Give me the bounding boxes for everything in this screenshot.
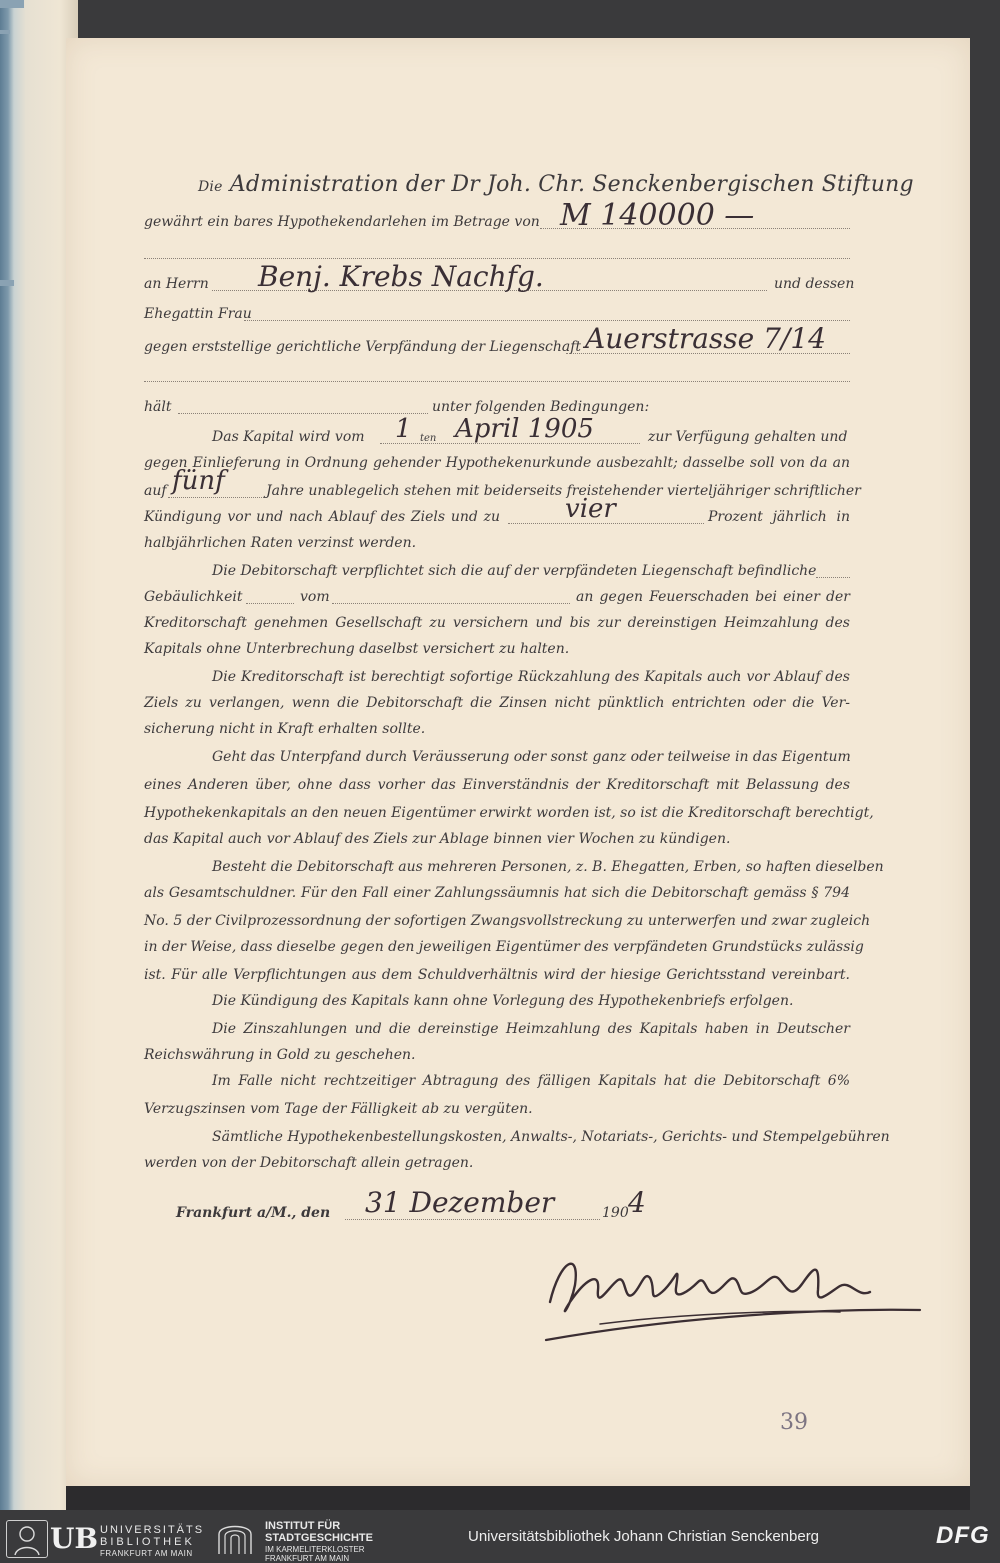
property-label: gegen erststellige gerichtliche Verpfändung der Liegenschaft (144, 339, 582, 355)
interest-rate-handwritten: vier (565, 494, 616, 524)
holds-label: hält (144, 399, 172, 415)
p9-line2: werden von der Debitorschaft allein getragen. (144, 1155, 474, 1171)
borrower-handwritten: Benj. Krebs Nachfg. (258, 260, 544, 293)
credit-text: Universitätsbibliothek Johann Christian Senckenberg (468, 1528, 820, 1545)
p4-line2: eines Anderen über, ohne dass vorher das Einverständnis der Kreditorschaft mit Belassung des (144, 777, 850, 793)
from-field (332, 603, 570, 604)
p3-line1: Die Kreditorschaft ist berechtigt sofortige Rückzahlung des Kapitals auch vor Ablauf des (212, 669, 850, 685)
cond1-line2: gegen Einlieferung in Ordnung gehender Hypothekenurkunde ausbezahlt; dasselbe soll von da an (144, 455, 850, 471)
spouse-field (244, 320, 850, 321)
ub-text-1: UNIVERSITÄTS (100, 1524, 205, 1536)
p4-line3: Hypothekenkapitals an den neuen Eigentümer erwirkt worden ist, so ist die Kreditorschaft berechtigt, (144, 805, 874, 821)
footer-bar (0, 1510, 1000, 1563)
building-field (246, 603, 294, 604)
p8-line2: Verzugszinsen vom Tage der Fälligkeit ab zu vergüten. (144, 1101, 533, 1117)
p2-line1: Die Debitorschaft verpflichtet sich die auf der verpfändeten Liegenschaft befindliche (212, 563, 817, 579)
heading-title: Administration der Dr Joh. Chr. Senckenbergischen Stiftung (229, 172, 914, 197)
spouse-label: Ehegattin Frau (144, 306, 252, 322)
document-heading (198, 172, 914, 197)
ub-text-2: BIBLIOTHEK (100, 1536, 195, 1548)
p2-building: Gebäulichkeit (144, 589, 243, 605)
isg-logo (215, 1520, 255, 1556)
start-day-handwritten: 1 (395, 414, 412, 444)
p7-line2: Reichswährung in Gold zu geschehen. (144, 1047, 416, 1063)
p4-line1: Geht das Unterpfand durch Veräusserung oder sonst ganz oder teilweise in das Eigentum (212, 749, 851, 765)
loan-amount-label: gewährt ein bares Hypothekendarlehen im Betrage von (144, 214, 540, 230)
p5-line1: Besteht die Debitorschaft aus mehreren Personen, z. B. Ehegatten, Erben, so haften dieselben (212, 859, 884, 875)
page-number: 39 (780, 1410, 808, 1435)
blank-line (144, 381, 850, 382)
p4-line4: das Kapital auch vor Ablauf des Ziels zur Ablage binnen vier Wochen zu kündigen. (144, 831, 731, 847)
cond1-line5: halbjährlichen Raten verzinst werden. (144, 535, 417, 551)
p3-line3: sicherung nicht in Kraft erhalten sollte. (144, 721, 426, 737)
cond1-line4: Kündigung vor und nach Ablauf des Ziels und zu (144, 509, 500, 525)
start-day-suffix: ten (420, 433, 437, 444)
start-month-handwritten: April 1905 (455, 414, 594, 444)
heading-prefix: Die (198, 179, 223, 195)
p3-line2: Ziels zu verlangen, wenn die Debitorschaft die Zinsen nicht pünktlich entrichten oder die Ver- (144, 695, 850, 711)
p2-fire: an gegen Feuerschaden bei einer der (576, 589, 850, 605)
signature (540, 1240, 930, 1350)
isg-text-4: FRANKFURT AM MAIN (265, 1554, 350, 1563)
blank-line (144, 258, 850, 259)
isg-text-1: INSTITUT FÜR (265, 1520, 341, 1532)
borrower-label: an Herrn (144, 276, 209, 292)
term-years-handwritten: fünf (172, 466, 225, 496)
p5-line4: in der Weise, dass dieselbe gegen den jeweiligen Eigentümer des verpfändeten Grundstücks zulässig (144, 939, 864, 955)
cond1-start: Das Kapital wird vom (212, 429, 365, 445)
year-handwritten: 4 (628, 1186, 646, 1219)
cond1-line3: Jahre unablegelich stehen mit beiderseits freistehender vierteljähriger schriftlicher (266, 483, 861, 499)
p2-from: vom (300, 589, 330, 605)
year-prefix: 190 (602, 1205, 629, 1221)
p8-line1: Im Falle nicht rechtzeitiger Abtragung des fälligen Kapitals hat die Debitorschaft 6% (212, 1073, 850, 1089)
ub-text-3: FRANKFURT AM MAIN (100, 1549, 193, 1558)
ub-mark: UB (50, 1522, 99, 1555)
p2-line3: Kreditorschaft genehmen Gesellschaft zu versichern und bis zur dereinstigen Heimzahlung des (144, 615, 850, 631)
borrower-suffix: und dessen (774, 276, 855, 292)
holds-field (178, 413, 428, 414)
p2-line4: Kapitals ohne Unterbrechung daselbst versichert zu halten. (144, 641, 570, 657)
ub-logo (6, 1520, 48, 1558)
p2-blank (816, 577, 850, 578)
p7-line1: Die Zinszahlungen und die dereinstige Heimzahlung des Kapitals haben in Deutscher (212, 1021, 850, 1037)
property-handwritten: Auerstrasse 7/14 (585, 322, 826, 355)
dfg-logo: DFG (936, 1522, 990, 1549)
page-bottom-edge (66, 1486, 970, 1510)
p5-line3: No. 5 der Civilprozessordnung der sofortigen Zwangsvollstreckung zu unterwerfen und zwar zugleich (144, 913, 871, 929)
cond1-percent: Prozent jährlich in (708, 509, 850, 525)
date-field (345, 1219, 600, 1220)
isg-text-2: STADTGESCHICHTE (265, 1532, 373, 1544)
p5-line5: ist. Für alle Verpflichtungen aus dem Schuldverhältnis wird der hiesige Gerichtsstand vereinbart. (144, 967, 850, 983)
cond1-auf: auf (144, 483, 167, 499)
spouse-line (144, 304, 850, 324)
p9-line1: Sämtliche Hypothekenbestellungskosten, Anwalts-, Notariats-, Gerichts- und Stempelgebühren (212, 1129, 890, 1145)
loan-amount-handwritten: M 140000 — (560, 198, 755, 233)
place-label: Frankfurt a/M., den (176, 1205, 331, 1221)
term-field (168, 497, 264, 498)
date-handwritten: 31 Dezember (365, 1186, 555, 1219)
p5-line2: als Gesamtschuldner. Für den Fall einer Zahlungssäumnis hat sich die Debitorschaft gemäss § 794 (144, 885, 850, 901)
cond1-availability: zur Verfügung gehalten und (648, 429, 848, 445)
conditions-intro: unter folgenden Bedingungen: (432, 399, 650, 415)
p6-line1: Die Kündigung des Kapitals kann ohne Vorlegung des Hypothekenbriefs erfolgen. (212, 993, 794, 1009)
isg-text-3: IM KARMELITERKLOSTER (265, 1545, 365, 1554)
